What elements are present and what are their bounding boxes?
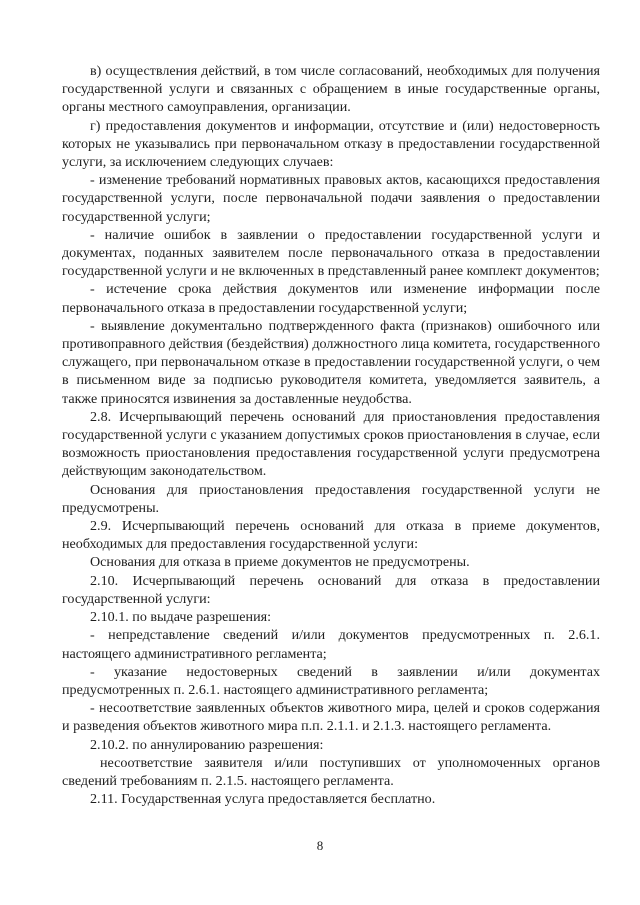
paragraph-exception-3: - истечение срока действия документов или изменение информации после первоначального отказа в предоставлении государственной услуги; bbox=[62, 281, 600, 316]
section-2-9-text: Основания для отказа в приеме документов не предусмотрены. bbox=[90, 554, 470, 571]
section-2-11-text: 2.11. Государственная услуга предоставляется бесплатно. bbox=[90, 791, 436, 808]
section-2-10-2-text: несоответствие заявителя и/или поступивших от уполномоченных органов сведений требованиям п. 2.1.5. настоящего регламента. bbox=[62, 754, 600, 789]
paragraph-exception-2: - наличие ошибок в заявлении о предоставлении государственной услуги и документах, поданных заявителем после первоначального отказа в предоставлении государственной услуги и не включенных в представленный ранее комплект документов; bbox=[62, 226, 600, 280]
page-number: 8 bbox=[316, 838, 324, 853]
paragraph-exception-4: - выявление документально подтвержденного факта (признаков) ошибочного или противоправного действия (бездействия) должностного лица комитета, государственного служащего, при первоначальном отказе в предоставлении государственной услуги, о чем в письменном виде за подписью руководителя комитета, уведомляется заявитель, а также приносятся извинения за доставленные неудобства. bbox=[62, 317, 600, 407]
section-2-9-heading: 2.9. Исчерпывающий перечень оснований для отказа в приеме документов, необходимых для предоставления государственной услуги: bbox=[62, 518, 600, 553]
section-2-8-text: Основания для приостановления предоставления государственной услуги не предусмотрены. bbox=[62, 481, 600, 516]
section-2-10-1-item-1: - непредставление сведений и/или документов предусмотренных п. 2.6.1. настоящего административного регламента; bbox=[62, 627, 600, 662]
section-2-10-1-item-2: - указание недостоверных сведений в заявлении и/или документах предусмотренных п. 2.6.1. настоящего административного регламента; bbox=[62, 663, 600, 698]
section-2-8-heading: 2.8. Исчерпывающий перечень оснований для приостановления предоставления государственной услуги с указанием допустимых сроков приостановления в случае, если возможность приостановления предоставления государственной услуги предусмотрена действующим законодательством. bbox=[62, 408, 600, 480]
body-text bbox=[62, 62, 600, 808]
section-2-10-heading: 2.10. Исчерпывающий перечень оснований для отказа в предоставлении государственной услуги: bbox=[62, 572, 600, 607]
section-2-10-1-heading: 2.10.1. по выдаче разрешения: bbox=[90, 609, 272, 626]
paragraph-item-g: г) предоставления документов и информации, отсутствие и (или) недостоверность которых не указывались при первоначальном отказу в предоставлении государственной услуги, за исключением следующих случаев: bbox=[62, 117, 600, 171]
paragraph-exception-1: - изменение требований нормативных правовых актов, касающихся предоставления государственной услуги, после первоначальной подачи заявления о предоставлении государственной услуги; bbox=[62, 172, 600, 225]
section-2-10-1-item-3: - несоответствие заявленных объектов животного мира, целей и сроков содержания и разведения объектов животного мира п.п. 2.1.1. и 2.1.3. настоящего регламента. bbox=[62, 700, 600, 735]
paragraph-item-v: в) осуществления действий, в том числе согласований, необходимых для получения государственной услуги и связанных с обращением в иные государственные органы, органы местного самоуправления, организации. bbox=[62, 63, 600, 116]
section-2-10-2-heading: 2.10.2. по аннулированию разрешения: bbox=[90, 736, 324, 753]
